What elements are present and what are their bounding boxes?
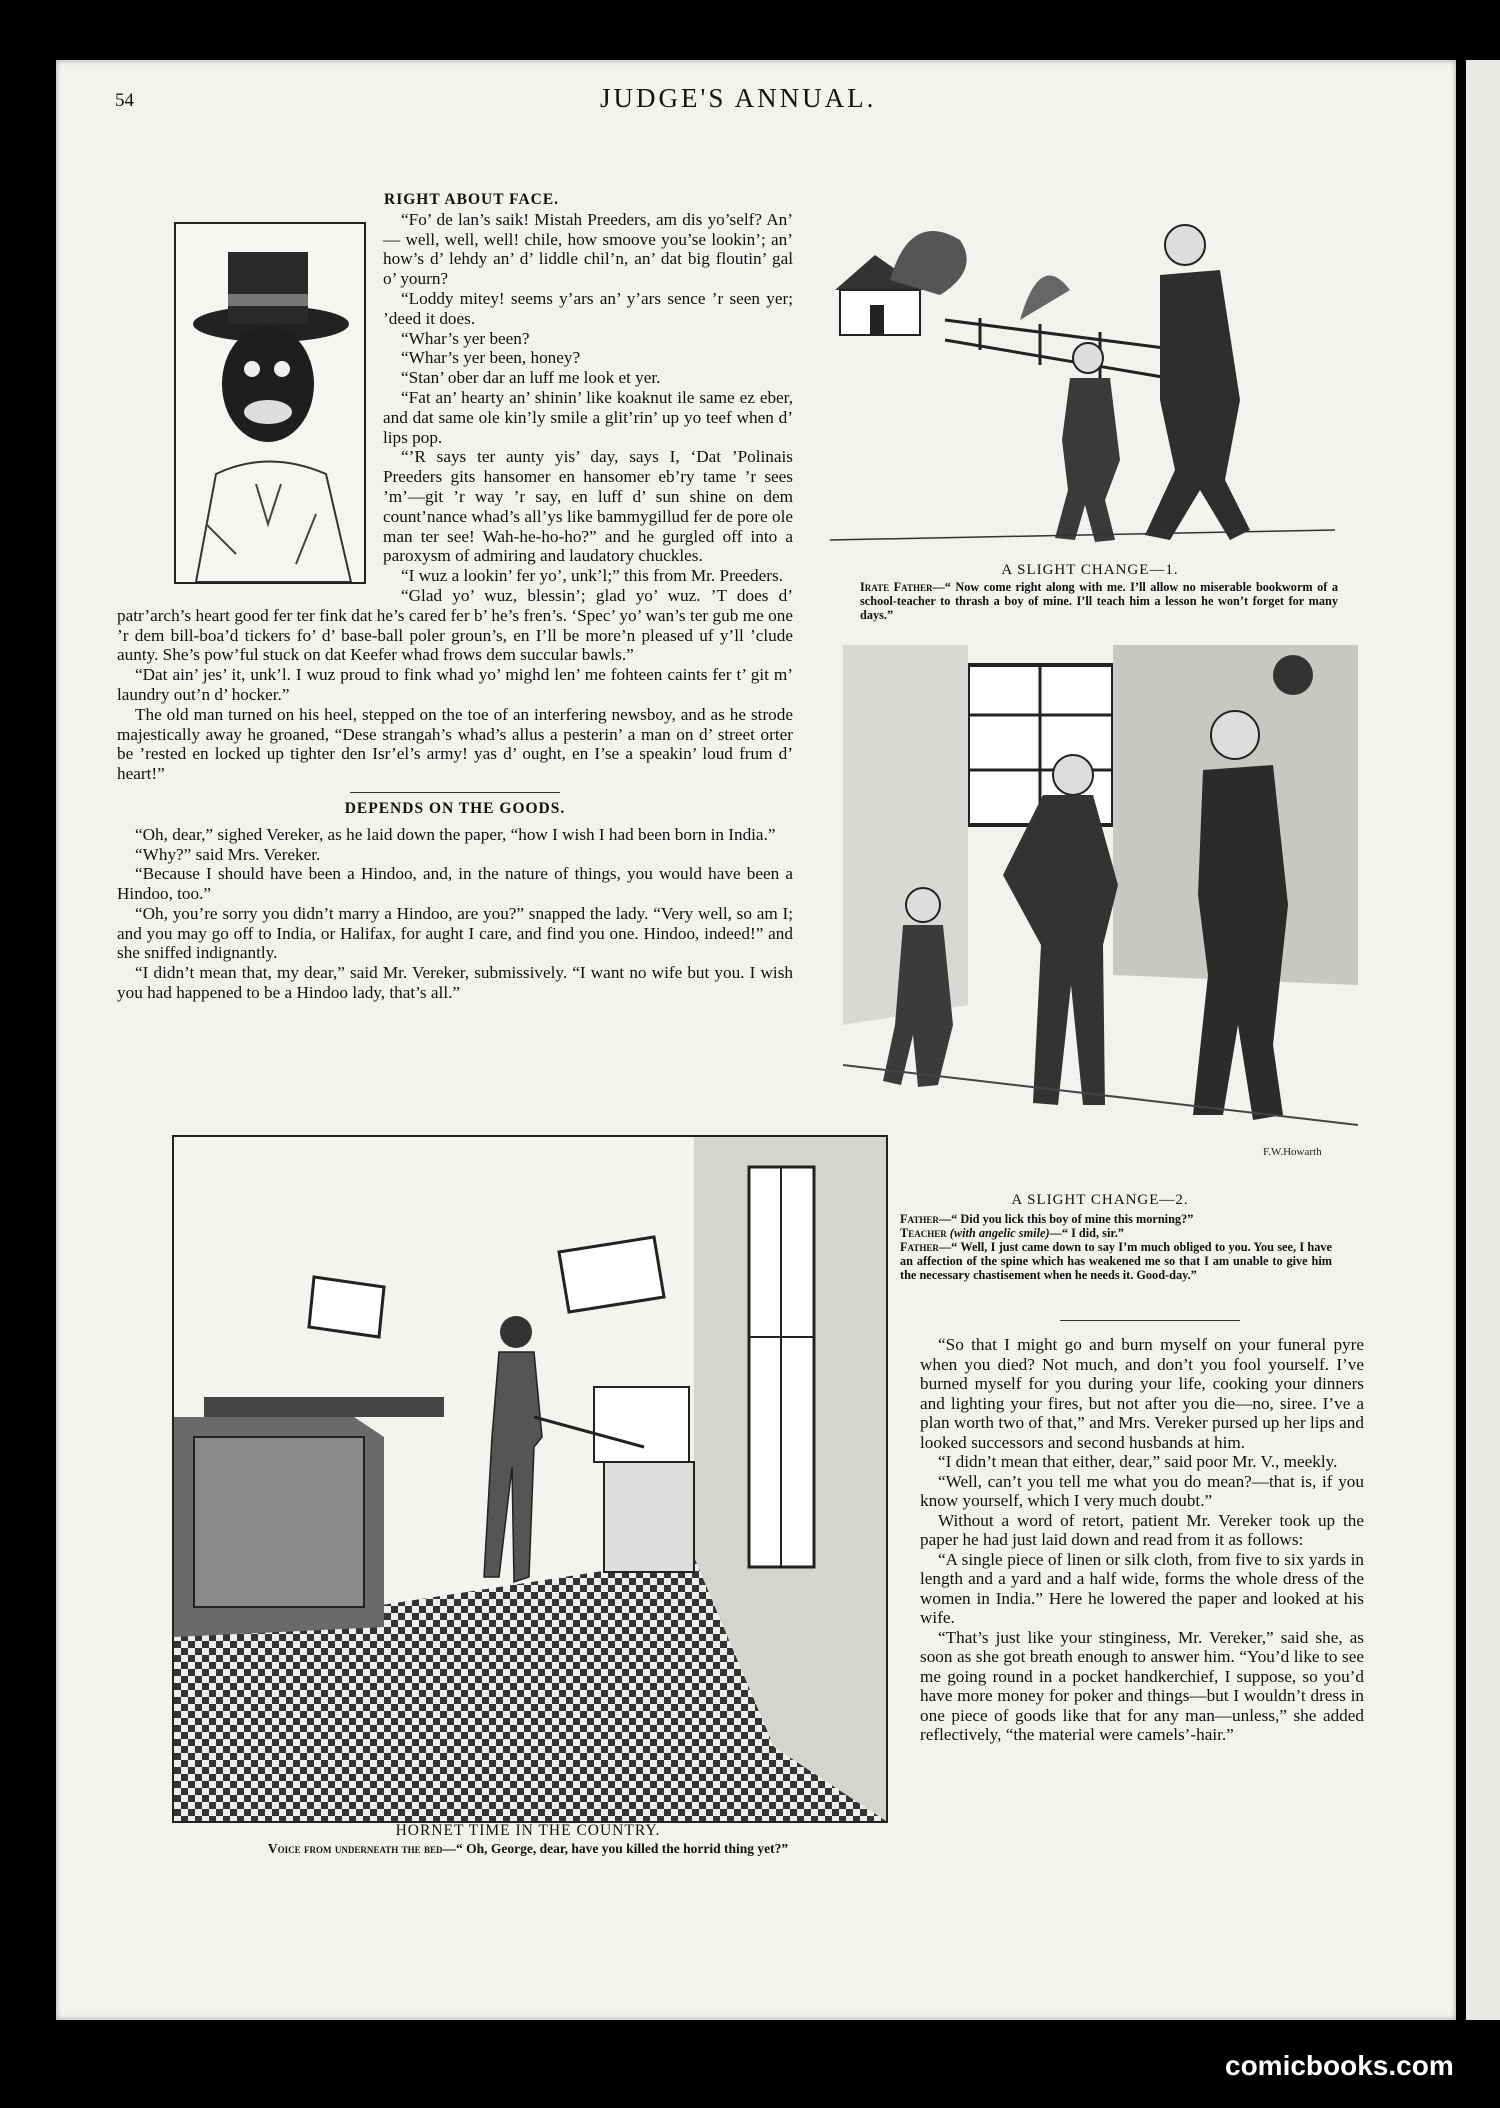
father-label: Father [900, 1212, 939, 1226]
page-number: 54 [115, 90, 134, 111]
hornet-time-caption [172, 1842, 884, 1856]
caption-rule [1060, 1320, 1240, 1321]
story1-p11: The old man turned on his heel, stepped on the toe of an interfering newsboy, and as he strode majestically away he groaned, “Dese strangah’s whad’s allus a pesterin’ a man on d’ street orter be ’rested en locked up tighter den Isr’el’s army! yas d’ ought, en I’se a speakin’ loud frum d’ heart!” [117, 704, 793, 784]
story2-p5: “I didn’t mean that, my dear,” said Mr. Vereker, submissively. “I want no wife but you. I wish you had happened to be a Hindoo lady, that’s all.” [117, 963, 793, 1003]
story1-p6: “Fat an’ hearty an’ shinin’ like koaknut ile same ez eber, and dat same ole kin’ly smile a glit’rin’ up yo teef when d’ lips pop. [383, 387, 793, 447]
stage-direction: (with angelic smile) [949, 1226, 1050, 1240]
divider-rule [350, 792, 560, 793]
story2-p3: “Because I should have been a Hindoo, and, in the nature of things, you would have been a Hindoo, too.” [117, 864, 793, 904]
story1-p2: “Loddy mitey! seems y’ars an’ y’ars sence ’r seen yer; ’deed it does. [383, 288, 793, 328]
portrait-float [117, 210, 383, 605]
caption-line-1 [900, 1212, 1332, 1226]
father-label-2: Father [900, 1240, 939, 1254]
story1-p8: “I wuz a lookin’ fer yo’, unk’l;” this from Mr. Preeders. [401, 566, 783, 586]
irate-father-label: Irate Father [860, 580, 933, 594]
slight-change-1-illustration [830, 200, 1335, 560]
slight-change-1-title: A SLIGHT CHANGE—1. [1001, 562, 1179, 578]
caption-line-3 [900, 1240, 1332, 1282]
story-right-about-face [117, 190, 793, 1003]
story1-title: RIGHT ABOUT FACE. [384, 191, 560, 208]
story2-cont-p3: “Well, can’t you tell me what you do mean?—that is, if you know yourself, which I very much doubt.” [920, 1471, 1364, 1510]
story2-continued [920, 1335, 1364, 1745]
story1-p1: “Fo’ de lan’s saik! Mistah Preeders, am dis yo’self? An’ — well, well, well! chile, how smoove you’se lookin’; an’ how’s d’ lehdy an’ d’ liddle chil’n, an’ dat big floutin’ gal o’ yourn? [383, 209, 793, 289]
story1-p10: “Dat ain’ jes’ it, unk’l. I wuz proud to fink whad yo’ mighd len’ me fohteen caints fer t’ git m’ laundry out’n d’ hocker.” [117, 665, 793, 704]
story2-title: DEPENDS ON THE GOODS. [344, 799, 566, 817]
story2-p2: “Why?” said Mrs. Vereker. [135, 844, 321, 864]
story1-p7: “’R says ter aunty yis’ day, says I, ‘Dat ’Polinais Preeders gits hansomer en hansomer eb’ry tame ’r sees ’m’—git ’r way ’r say, en luff d’ sun shine on dem count’nance whad’s all’ys like bammygillud fer de pore ole man ter see! Wah-he-ho-ho?” and he gurgled off into a paroxysm of admiring and laudatory chuckles. [383, 447, 793, 566]
story2-p4: “Oh, you’re sorry you didn’t marry a Hindoo, are you?” snapped the lady. “Very well, so am I; and you may go off to India, or Halifax, for aught I care, and find you one. Hindoo, indeed!” and she sniffed indignantly. [117, 903, 793, 963]
slight-change-2-illustration [843, 645, 1358, 1165]
teacher-label: Teacher [900, 1226, 947, 1240]
running-title: JUDGE'S ANNUAL. [600, 83, 877, 113]
story1-p4: “Whar’s yer been, honey? [401, 348, 581, 368]
story2-cont-p6: “That’s just like your stinginess, Mr. Vereker,” said she, as soon as she got breath enough to answer him. “You’d like to see me going round in a pocket handkerchief, I suppose, so you’d have more money for poker and things—but I wouldn’t dress in one piece of goods like that for any man—unless,” she added reflectively, “the material were camels’-hair.” [920, 1627, 1364, 1744]
story2-cont-p2: “I didn’t mean that either, dear,” said poor Mr. V., meekly. [938, 1452, 1338, 1471]
hornet-time-text: —“ Oh, George, dear, have you killed the horrid thing yet?” [442, 1841, 789, 1856]
slight-change-2-title: A SLIGHT CHANGE—2. [1011, 1192, 1189, 1208]
slight-change-1-text: —“ Now come right along with me. I’ll allow no miserable bookworm of a school-teacher to thrash a boy of mine. I’ll teach him a lesson he won’t forget for many days.” [860, 580, 1338, 622]
story2-cont-p5: “A single piece of linen or silk cloth, from five to six yards in length and a yard and a half wide, forms the whole dress of the women in India.” Here he lowered the paper and looked at his wife. [920, 1549, 1364, 1627]
story2-cont-p4: Without a word of retort, patient Mr. Vereker took up the paper he had just laid down and read from it as follows: [920, 1510, 1364, 1549]
line-1-text: —“ Did you lick this boy of mine this morning?” [938, 1212, 1194, 1226]
slight-change-2-caption [900, 1212, 1332, 1282]
caption-line-2 [900, 1226, 1332, 1240]
hornet-time-illustration [172, 1135, 888, 1823]
watermark: comicbooks.com [1225, 2050, 1454, 2081]
artist-signature: F.W.Howarth [1263, 1146, 1322, 1158]
slight-change-1-caption [860, 580, 1338, 622]
hornet-time-title: HORNET TIME IN THE COUNTRY. [395, 1822, 661, 1839]
next-page-edge [1466, 60, 1500, 2020]
line-3-text: —“ Well, I just came down to say I’m much obliged to you. You see, I have an affection of the spine which has weakened me so that I am unable to give him the necessary chastisement when he needs it. Good-day.” [900, 1240, 1332, 1282]
voice-label: Voice from underneath the bed [267, 1841, 443, 1856]
story2-cont-p1: “So that I might go and burn myself on your funeral pyre when you died? Not much, and don’t you fool yourself. I’ve burned myself for you during your life, cooking your dinners and lighting your fires, but not after you die—no, siree. I’ve a plan worth two of that,” and Mrs. Vereker pursed up her lips and looked successors and second husbands at him. [920, 1335, 1364, 1452]
story1-p3: “Whar’s yer been? [401, 328, 530, 348]
story1-p5: “Stan’ ober dar an luff me look et yer. [401, 368, 661, 388]
story2-p1: “Oh, dear,” sighed Vereker, as he laid down the paper, “how I wish I had been born in India.” [135, 824, 776, 844]
line-2-text: —“ I did, sir.” [1049, 1226, 1124, 1240]
story1-p9: “Glad yo’ wuz, blessin’; glad yo’ wuz. ’T does d’ patr’arch’s heart good fer ter fink dat he’s cared fer b’ he’s fren’s. ‘Spec’ yo’ wan’s ter gub me one ’r dem bill-boa’d tickers fo’ d’ base-ball poler groun’s, en I’ll be more’n pleased uf y’ll ’clude aunty. She’s pow’ful stuck on dat Keefer whad frows dem succular bawls.” [117, 585, 793, 665]
